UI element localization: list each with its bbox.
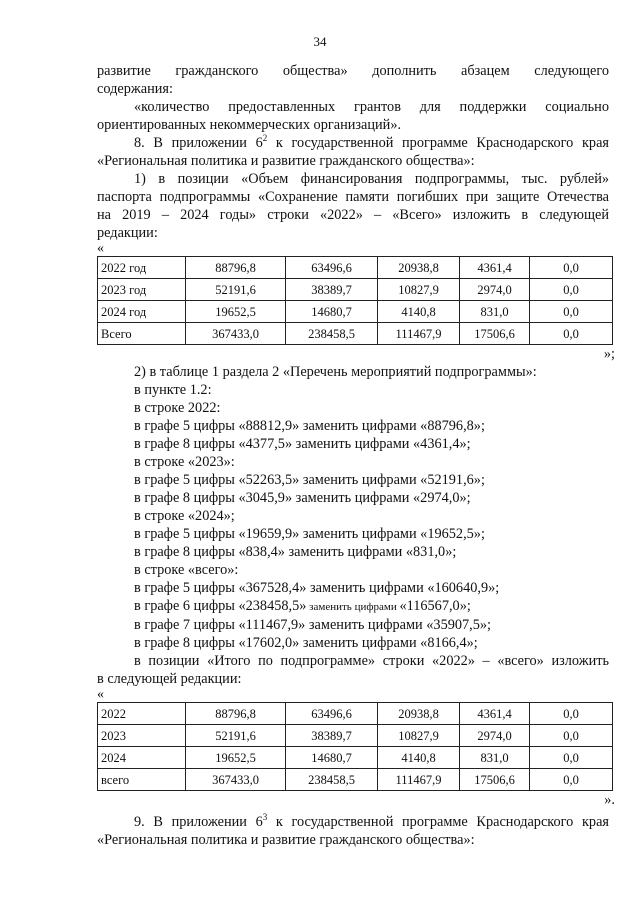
table-cell: 238458,5 [286,323,378,345]
table-cell: 0,0 [530,747,613,769]
table-cell: 0,0 [530,323,613,345]
table-cell: 2974,0 [460,725,530,747]
table-cell: 2023 год [98,279,186,301]
table-cell: 19652,5 [186,747,286,769]
table-row [98,279,613,301]
table-row [98,257,613,279]
g6-part-a: в графе 6 цифры «238458,5» [134,598,307,614]
edit-line: в строке «2023»: [134,454,235,470]
table-cell: 88796,8 [186,257,286,279]
edit-line: в графе 5 цифры «52263,5» заменить цифрами «52191,6»; [134,472,485,488]
table-cell: 4361,4 [460,703,530,725]
table-cell: 111467,9 [378,323,460,345]
table-cell: 38389,7 [286,725,378,747]
table-cell: 20938,8 [378,703,460,725]
table-cell: 4361,4 [460,257,530,279]
edit-line: в графе 5 цифры «88812,9» заменить цифрами «88796,8»; [134,418,485,434]
close-quote-1: »; [603,346,615,362]
item8-line1 [97,134,609,152]
table-cell: 2023 [98,725,186,747]
edit-line: в графе 8 цифры «838,4» заменить цифрами «831,0»; [134,544,457,560]
edit-line-g6 [97,597,609,616]
table-cell: 52191,6 [186,725,286,747]
edit-line: в строке «всего»: [134,562,239,578]
table-row [98,703,613,725]
table-cell: 111467,9 [378,769,460,791]
financing-table-1 [97,256,613,345]
document-body [97,62,615,849]
table-cell: 2024 [98,747,186,769]
table-cell: 2022 год [98,257,186,279]
close-quote-2: ». [604,792,615,808]
item8-line2: «Региональная политика и развитие гражданского общества»: [97,153,475,169]
table-cell: 10827,9 [378,725,460,747]
item9-line2: «Региональная политика и развитие гражданского общества»: [97,832,475,848]
table-cell: 238458,5 [286,769,378,791]
item8-superscript: 2 [262,133,268,144]
g6-part-small: заменить цифрами [306,601,400,613]
table-cell: 0,0 [530,703,613,725]
table-cell: 0,0 [530,257,613,279]
table-cell: 20938,8 [378,257,460,279]
item9-line1-a: 9. В приложении 6 [134,814,263,830]
edit-line: в строке «2024»; [134,508,235,524]
table-cell: 367433,0 [186,769,286,791]
g6-part-b: «116567,0»; [399,598,471,614]
sub1-line3: на 2019 – 2024 годы» строки «2022» – «Всего» изложить в следующей [97,207,609,223]
table-cell: 63496,6 [286,257,378,279]
table-cell: 19652,5 [186,301,286,323]
table-cell: 52191,6 [186,279,286,301]
table-cell: 10827,9 [378,279,460,301]
table-cell: 0,0 [530,301,613,323]
table-row [98,301,613,323]
table-row [98,725,613,747]
item9-line1-b: к государственной программе Краснодарского края [267,814,609,830]
edit-line: в графе 8 цифры «3045,9» заменить цифрами «2974,0»; [134,490,471,506]
para-a-line1: развитие гражданского общества» дополнить абзацем следующего [97,63,609,79]
edit-line: в графе 8 цифры «4377,5» заменить цифрами «4361,4»; [134,436,471,452]
item9-superscript: 3 [262,812,268,823]
table-cell: 2024 год [98,301,186,323]
table-row [98,323,613,345]
table-cell: 14680,7 [286,301,378,323]
table-cell: 4140,8 [378,747,460,769]
sub1-line1: 1) в позиции «Объем финансирования подпрограммы, тыс. рублей» [134,171,609,187]
table-cell: 0,0 [530,725,613,747]
edit-line: в графе 5 цифры «367528,4» заменить цифрами «160640,9»; [134,580,500,596]
table-cell: 831,0 [460,301,530,323]
sub2-intro: 2) в таблице 1 раздела 2 «Перечень мероприятий подпрограммы»: [134,364,537,380]
edit-line: в пункте 1.2: [134,382,212,398]
edit-line: в графе 5 цифры «19659,9» заменить цифрами «19652,5»; [134,526,485,542]
table-cell: всего [98,769,186,791]
para-a-line2: содержания: [97,81,173,97]
table-cell: 831,0 [460,747,530,769]
itogo-line1: в позиции «Итого по подпрограмме» строки «2022» – «всего» изложить [134,653,609,669]
table-cell: 2974,0 [460,279,530,301]
sub1-line4: редакции: [97,225,158,241]
table-cell: 2022 [98,703,186,725]
para-b-line1: «количество предоставленных грантов для поддержки социально [134,99,609,115]
table-cell: 14680,7 [286,747,378,769]
item9-line1 [97,813,609,831]
edit-line: в графе 8 цифры «17602,0» заменить цифрами «8166,4»; [134,635,478,651]
itogo-line2: в следующей редакции: [97,671,242,687]
open-quote-1: « [97,241,104,256]
financing-table-2 [97,702,613,791]
table-cell: 17506,6 [460,769,530,791]
table-cell: 38389,7 [286,279,378,301]
edit-line: в строке 2022: [134,400,221,416]
table-cell: 17506,6 [460,323,530,345]
sub1-line2: паспорта подпрограммы «Сохранение памяти погибших при защите Отечества [97,189,609,205]
table-cell: 367433,0 [186,323,286,345]
para-b-line2: ориентированных некоммерческих организаций». [97,117,402,133]
table-row [98,747,613,769]
table-cell: 0,0 [530,279,613,301]
table-cell: 0,0 [530,769,613,791]
table-row [98,769,613,791]
table-cell: Всего [98,323,186,345]
table-cell: 63496,6 [286,703,378,725]
item8-line1-b: к государственной программе Краснодарского края [267,135,609,151]
item8-line1-a: 8. В приложении 6 [134,135,263,151]
open-quote-2: « [97,687,104,702]
table-cell: 4140,8 [378,301,460,323]
table-cell: 88796,8 [186,703,286,725]
edit-line: в графе 7 цифры «111467,9» заменить цифрами «35907,5»; [134,617,492,633]
page-number: 34 [313,34,327,49]
